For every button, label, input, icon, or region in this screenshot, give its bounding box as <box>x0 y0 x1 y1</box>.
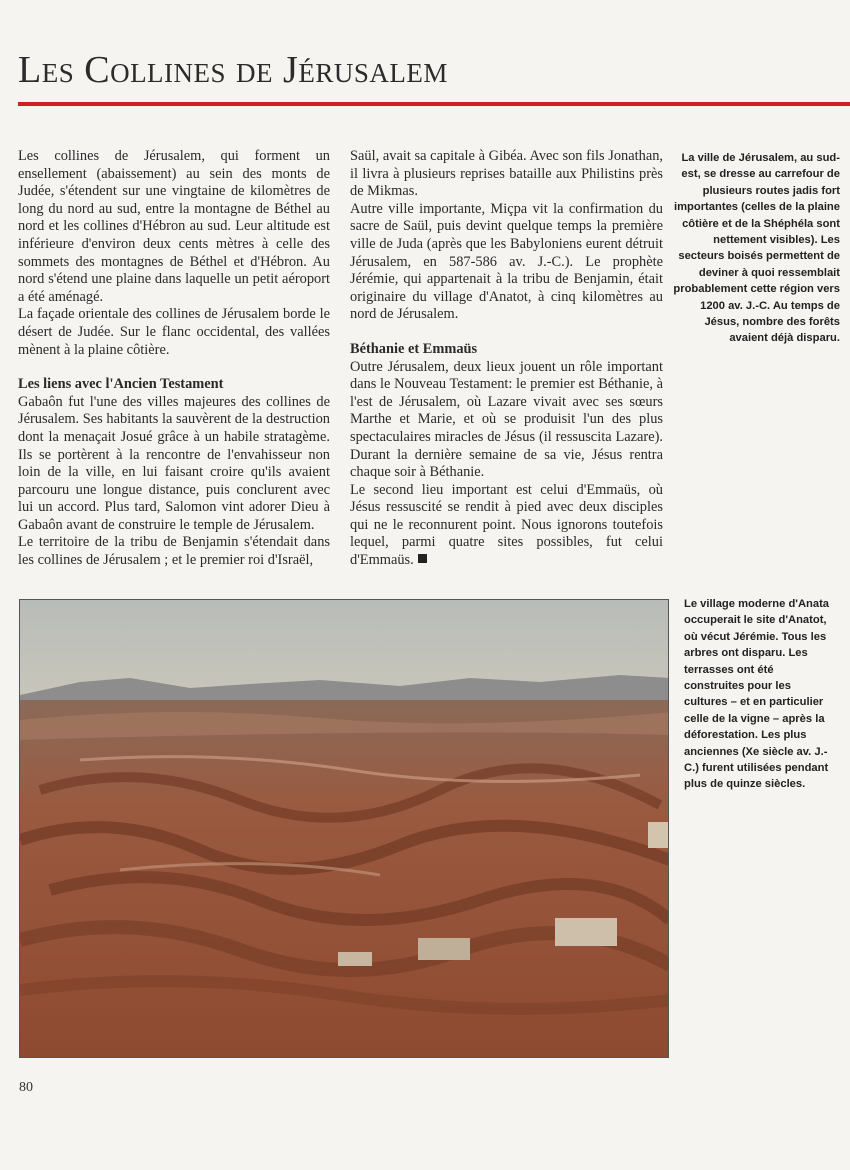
paragraph <box>350 482 663 570</box>
paragraph: Gabaôn fut l'une des villes majeures des collines de Jérusalem. Ses habitants la sauvèrent de la destruction dont la menaçait Josué grâce à un habile stratagème. Ils se portèrent à la rencontre de l'envahisseur non loin de la ville, en lui faisant croire qu'ils avaient parcouru une longue distance, puis conclurent avec lui un accord. Plus tard, Salomon vint adorer Dieu à Gabaôn avant de construire le temple de Jérusalem. <box>18 393 330 533</box>
text-column-2 <box>350 148 663 570</box>
section-heading: Les liens avec l'Ancien Testament <box>18 376 224 393</box>
paragraph: Les collines de Jérusalem, qui forment un ensellement (abaissement) au sein des monts de Judée, s'étendent sur une vingtaine de kilomètres de long du nord au sud, entre la montagne de Béthel au nord et les collines d'Hébron au sud. Leur altitude est inférieure d'environ deux cents mètres à celle des sommets des montagnes de Béthel et d'Hébron. Au nord s'étend une plaine dans laquelle un petit aéroport a été aménagé. <box>18 148 330 305</box>
paragraph: Autre ville importante, Miçpa vit la confirmation du sacre de Saül, puis devint quelque temps la première ville de Juda (après que les Babyloniens eurent détruit Jérusalem, en 587-586 av. J.-C.). Le prophète Jérémie, qui appartenait à la tribu de Benjamin, était originaire du village d'Anatot, à cinq kilomètres au nord de Jérusalem. <box>350 200 663 323</box>
paragraph-text: Le second lieu important est celui d'Emmaüs, où Jésus ressuscité se rendit à pied avec deux disciples qui ne le reconnurent point. Nous ignorons toutefois lequel, parmi quatre sites possibles, fut celui d'Emmaüs. <box>350 481 663 569</box>
text-column-1 <box>18 148 330 570</box>
end-mark-icon <box>418 554 427 563</box>
map-caption: La ville de Jérusalem, au sud-est, se dresse au carrefour de plusieurs routes jadis fort importantes (celles de la plaine côtière et de la Shéphéla sont nettement visibles). Les secteurs boisés permettent de deviner à quoi ressemblait probablement cette région vers 1200 av. J.-C. Au temps de Jésus, nombre des forêts avaient déjà disparu. <box>673 152 840 345</box>
page-number: 80 <box>19 1080 33 1095</box>
landscape-photo <box>19 599 669 1058</box>
title-rule <box>18 102 850 106</box>
paragraph: Le territoire de la tribu de Benjamin s'étendait dans les collines de Jérusalem ; et le premier roi d'Israël, <box>18 534 330 569</box>
page-title: Les Collines de Jérusalem <box>18 49 448 91</box>
photo-caption: Le village moderne d'Anata occuperait le site d'Anatot, où vécut Jérémie. Tous les arbres ont disparu. Les terrasses ont été construites pour les cultures – et en particulier celle de la vigne – après la déforestation. Les plus anciennes (Xe siècle av. J.-C.) furent utilisées pendant plus de quinze siècles. <box>684 598 830 791</box>
paragraph: Outre Jérusalem, deux lieux jouent un rôle important dans le Nouveau Testament: le premier est Béthanie, à l'est de Jérusalem, où Lazare vivait avec ses sœurs Marthe et Marie, et où se produisit l'un des plus spectaculaires miracles de Jésus (il ressuscita Lazare). Durant la dernière semaine de sa vie, Jésus rentra chaque soir à Béthanie. <box>350 358 663 481</box>
paragraph: La façade orientale des collines de Jérusalem borde le désert de Judée. Sur le flanc occidental, des vallées mènent à la plaine côtière. <box>18 306 330 358</box>
section-heading: Béthanie et Emmaüs <box>350 340 478 357</box>
paragraph: Saül, avait sa capitale à Gibéa. Avec son fils Jonathan, il livra à plusieurs reprises bataille aux Philistins près de Mikmas. <box>350 148 663 200</box>
